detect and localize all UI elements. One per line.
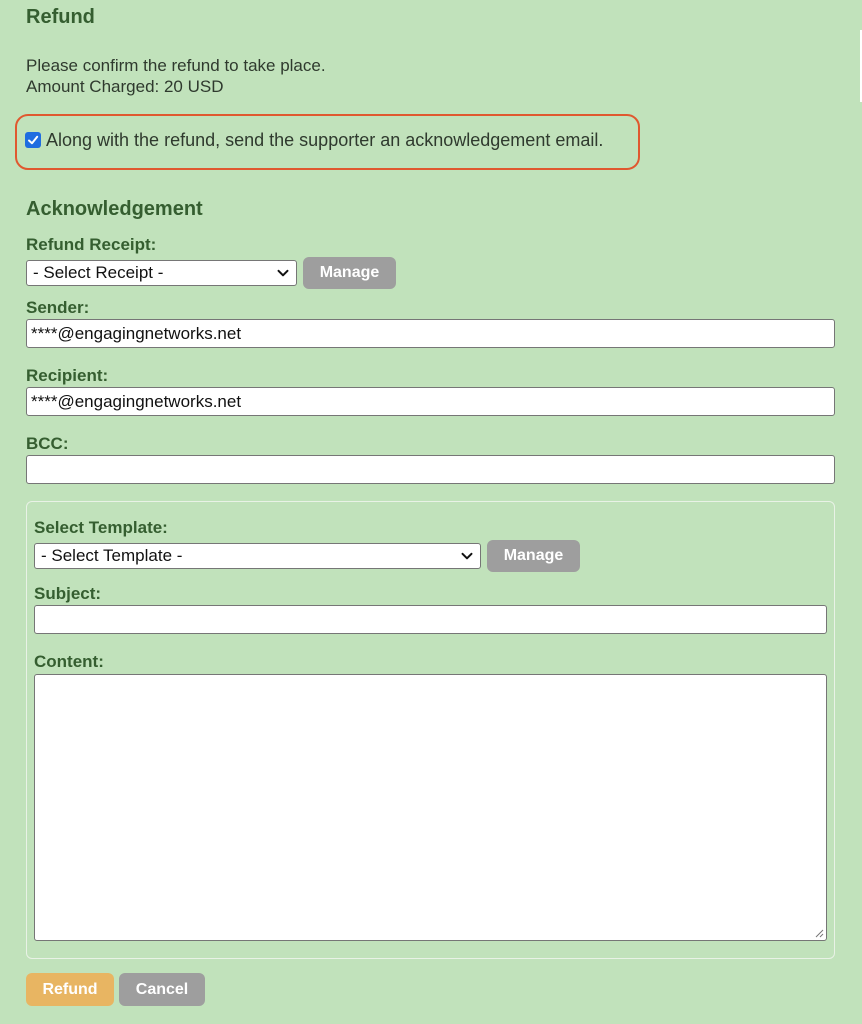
manage-template-button[interactable]: Manage [487,540,580,572]
template-panel [26,501,835,959]
refund-intro [26,55,835,97]
recipient-label: Recipient: [26,366,109,385]
subject-label: Subject: [34,584,102,603]
manage-receipt-button[interactable]: Manage [303,257,396,289]
sender-input[interactable]: ****@engagingnetworks.net [26,319,835,348]
refund-button[interactable]: Refund [26,973,114,1006]
template-row [34,540,827,572]
send-ack-label[interactable]: Along with the refund, send the supporter an acknowledgement email. [46,129,604,150]
subject-input[interactable] [34,605,827,634]
refund-receipt-row [26,257,835,289]
template-select[interactable] [34,543,481,569]
refund-receipt-select[interactable] [26,260,297,286]
checkmark-icon [27,134,39,146]
amount-charged-text: Amount Charged: 20 USD [26,77,224,96]
dialog-actions [26,973,835,1006]
sender-label: Sender: [26,298,90,317]
send-ack-highlight [15,114,640,170]
refund-receipt-selected: - Select Receipt - [33,263,164,282]
send-ack-checkbox[interactable] [25,132,41,148]
confirm-text: Please confirm the refund to take place. [26,56,326,75]
chevron-down-icon [460,549,474,563]
template-selected: - Select Template - [41,546,183,565]
bcc-input[interactable] [26,455,835,484]
resize-grip-icon[interactable] [814,928,824,938]
content-label: Content: [34,652,104,671]
bcc-label: BCC: [26,434,69,453]
content-textarea[interactable] [34,674,827,941]
acknowledgement-title: Acknowledgement [26,198,203,220]
recipient-input[interactable]: ****@engagingnetworks.net [26,387,835,416]
refund-receipt-label: Refund Receipt: [26,235,157,254]
refund-title: Refund [26,6,95,28]
chevron-down-icon [276,266,290,280]
cancel-button[interactable]: Cancel [119,973,205,1006]
select-template-label: Select Template: [34,518,168,537]
